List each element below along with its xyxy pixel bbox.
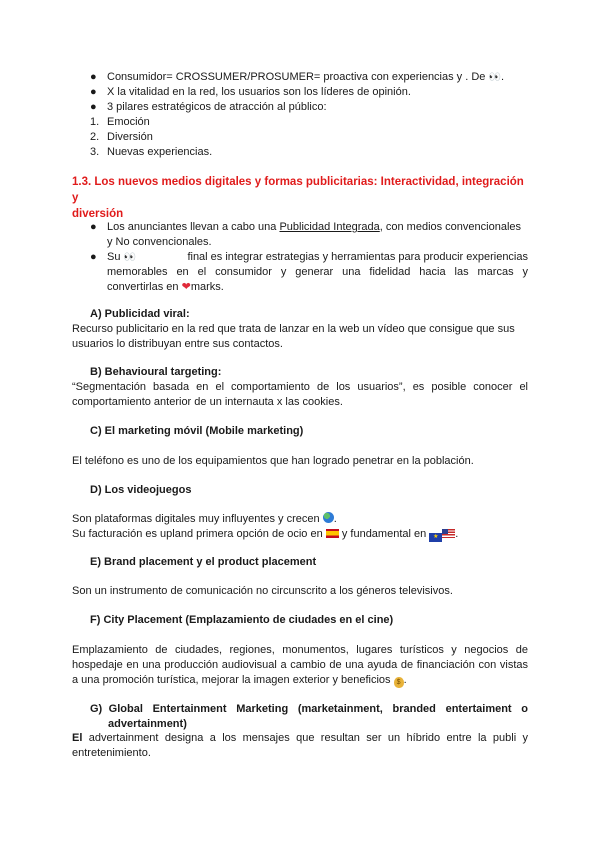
subheading-d: D) Los videojuegos xyxy=(90,484,192,496)
list-item: Nuevas experiencias. xyxy=(107,146,213,158)
money-bag-icon: $ xyxy=(394,677,404,688)
list-item: 3 pilares estratégicos de atracción al público: xyxy=(107,101,327,113)
bullet-dot: ● xyxy=(90,221,97,233)
heart-icon: ❤ xyxy=(181,281,191,293)
subheading-e: E) Brand placement y el product placement xyxy=(90,556,317,568)
list-number: 3. xyxy=(90,146,100,158)
underlined-term: Publicidad Integrada xyxy=(279,221,380,233)
paragraph: Son un instrumento de comunicación no circunscrito a los géneros televisivos. xyxy=(72,585,453,597)
paragraph: Recurso publicitario en la red que trata de lanzar en la web un vídeo que consigue que sus usuarios lo distribuyan entre sus contactos. xyxy=(72,323,515,350)
eyes-icon: 👀 xyxy=(488,72,501,83)
bullet-dot: ● xyxy=(90,101,97,113)
subheading-g: G) Global Entertainment Marketing (marketainment, branded entertaiment o advertainment) xyxy=(90,703,528,730)
subheading-b: B) Behavioural targeting: xyxy=(90,366,222,378)
eyes-icon: 👀 xyxy=(123,252,136,263)
list-number: 2. xyxy=(90,131,100,143)
us-flag-icon xyxy=(442,529,455,538)
paragraph: Emplazamiento de ciudades, regiones, monumentos, lugares turísticos y negocios de hospedaje en una producción audiovisual a cambio de una ayuda de financiación con vistas a una promoción turística, mejorar la imagen exterior y beneficios $ . xyxy=(72,644,528,686)
globe-icon xyxy=(323,512,334,523)
list-item: Consumidor= CROSSUMER/PROSUMER= proactiva con experiencias y . De 👀. xyxy=(107,71,504,83)
subheading-f: F) City Placement (Emplazamiento de ciudades en el cine) xyxy=(90,614,394,626)
paragraph: El teléfono es uno de los equipamientos que han logrado penetrar en la población. xyxy=(72,455,474,467)
bullet-dot: ● xyxy=(90,71,97,83)
subheading-c: C) El marketing móvil (Mobile marketing) xyxy=(90,425,304,437)
spain-flag-icon xyxy=(326,529,339,538)
bullet-dot: ● xyxy=(90,251,97,263)
paragraph: El advertainment designa a los mensajes que resultan ser un híbrido entre la publi y entretenimiento. xyxy=(72,732,528,759)
list-number: 1. xyxy=(90,116,100,128)
paragraph: “Segmentación basada en el comportamiento de los usuarios”, es posible conocer el comportamiento anterior de un internauta x las cookies. xyxy=(72,381,528,408)
list-item: Su 👀 final es integrar estrategias y herramientas para producir experiencias memorables en el consumidor y generar una fidelidad hacia las marcas y convertirlas en ❤marks. xyxy=(107,251,528,293)
list-item: Los anunciantes llevan a cabo una Publicidad Integrada, con medios convencionales y No convencionales. xyxy=(107,221,522,248)
bullet-dot: ● xyxy=(90,86,97,98)
eu-flag-icon: ★ xyxy=(429,533,442,542)
subheading-a: A) Publicidad viral: xyxy=(90,308,190,320)
list-item: X la vitalidad en la red, los usuarios son los líderes de opinión. xyxy=(107,86,411,98)
section-heading: 1.3. Los nuevos medios digitales y formas publicitarias: Interactividad, integración y diversión xyxy=(72,176,524,220)
list-item: Diversión xyxy=(107,131,153,143)
paragraph: Son plataformas digitales muy influyentes y crecen . Su facturación es upland primera opción de ocio en y fundamental en ★ . xyxy=(72,513,459,540)
list-item: Emoción xyxy=(107,116,150,128)
